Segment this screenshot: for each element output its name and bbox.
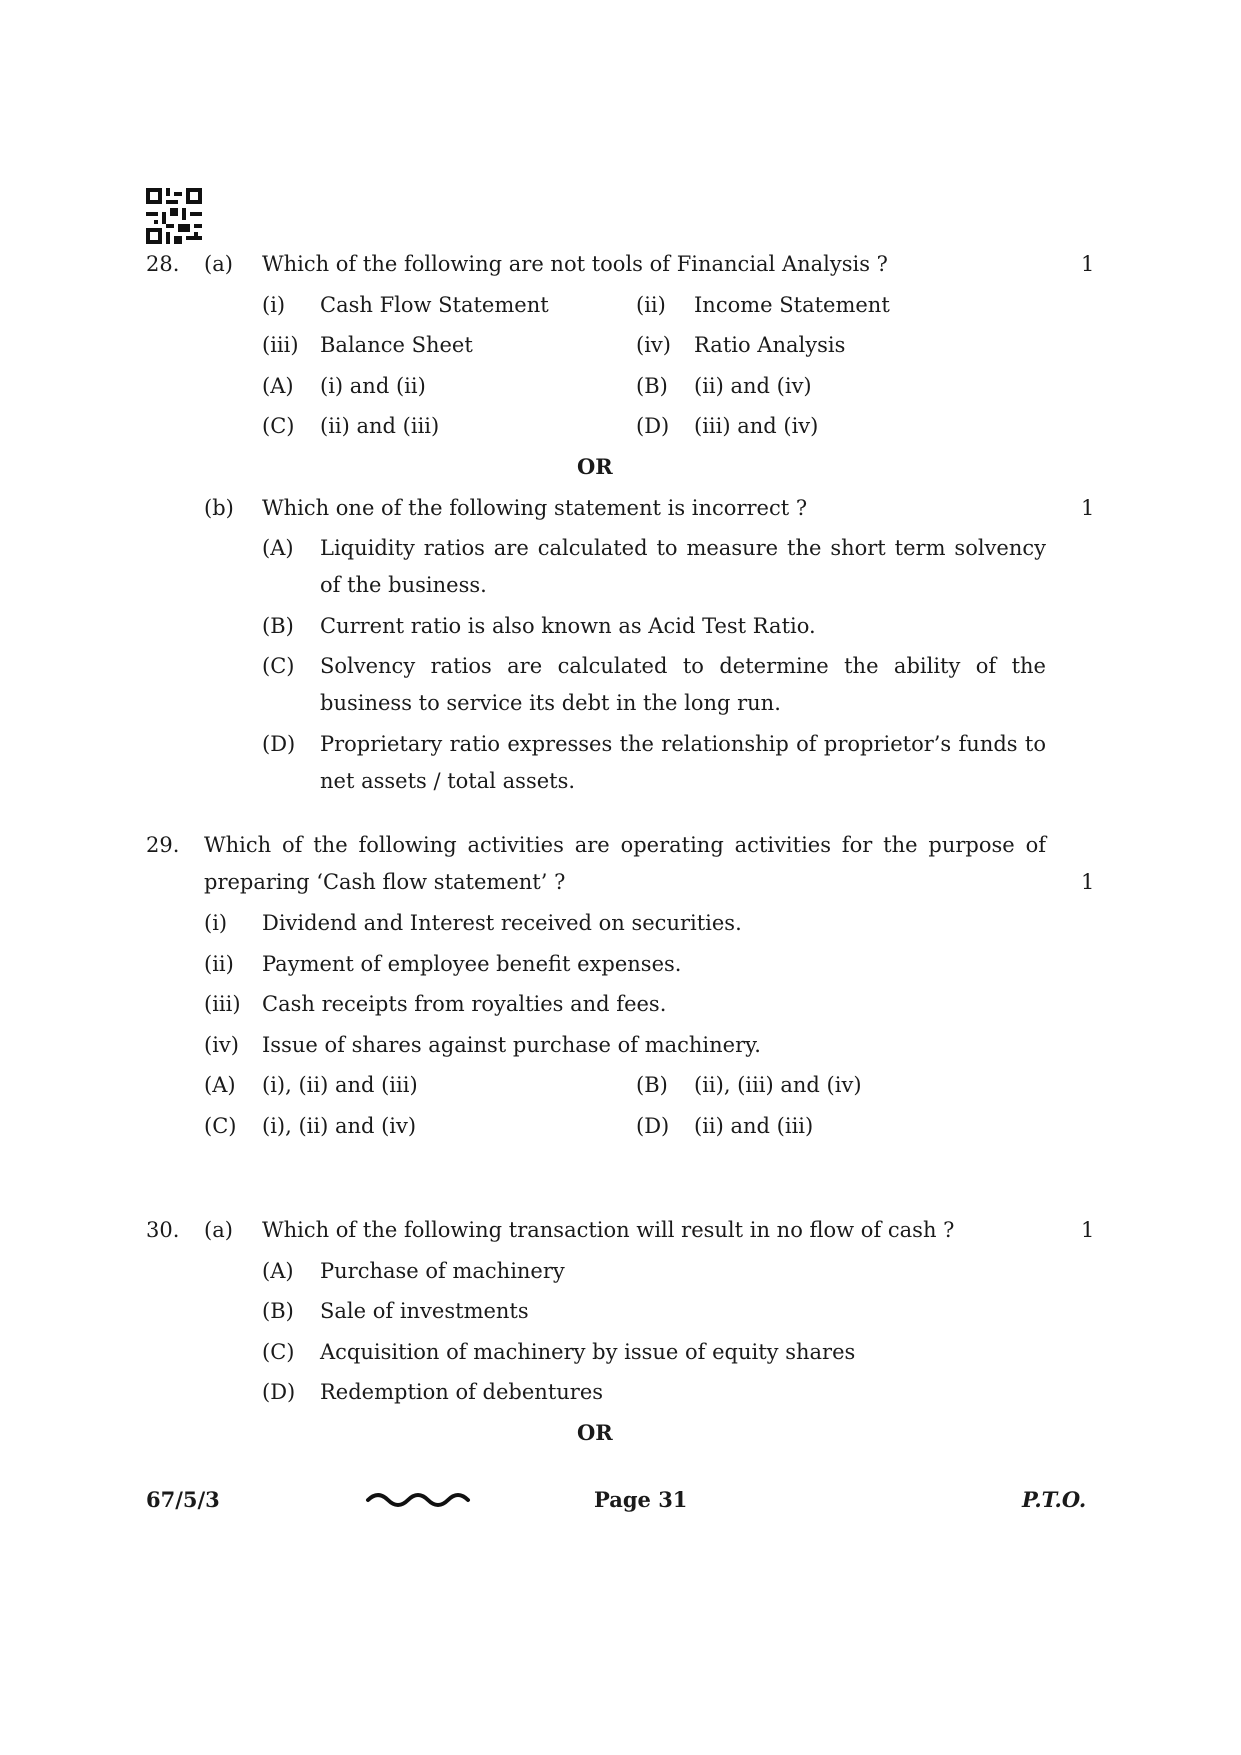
question-28b-marks: 1 — [1081, 496, 1095, 520]
item-text: Ratio Analysis — [694, 333, 846, 357]
option-letter: (B) — [636, 1073, 668, 1097]
option-text: (i) and (ii) — [320, 374, 426, 398]
option-text: Solvency ratios are calculated to determine the ability of the business to service its debt in the long run. — [320, 654, 1046, 715]
question-29-marks: 1 — [1081, 870, 1095, 894]
or-divider: OR — [577, 454, 613, 479]
question-28a-text: Which of the following are not tools of Financial Analysis ? — [262, 252, 888, 276]
item-text: Dividend and Interest received on securities. — [262, 911, 742, 935]
question-29-text: Which of the following activities are operating activities for the purpose of preparing ‘Cash flow statement’ ? — [204, 833, 1046, 894]
item-num: (iii) — [204, 992, 241, 1016]
item-text: Cash receipts from royalties and fees. — [262, 992, 667, 1016]
question-30a-label: (a) — [204, 1218, 233, 1242]
option-letter: (B) — [262, 1299, 294, 1323]
item-num: (iv) — [636, 333, 671, 357]
option-letter: (D) — [636, 1114, 670, 1138]
option-letter: (A) — [204, 1073, 236, 1097]
option-text: Sale of investments — [320, 1299, 529, 1323]
page-number: Page 31 — [594, 1487, 688, 1512]
option-text: Proprietary ratio expresses the relationship of proprietor’s funds to net assets / total assets. — [320, 732, 1046, 793]
question-28a-label: (a) — [204, 252, 233, 276]
option-text: (ii) and (iv) — [694, 374, 812, 398]
item-text: Payment of employee benefit expenses. — [262, 952, 682, 976]
question-28a-marks: 1 — [1081, 252, 1095, 276]
option-text: Acquisition of machinery by issue of equity shares — [320, 1340, 856, 1364]
option-text: (ii) and (iii) — [694, 1114, 814, 1138]
option-text: Purchase of machinery — [320, 1259, 565, 1283]
option-letter: (C) — [204, 1114, 237, 1138]
option-letter: (C) — [262, 414, 295, 438]
pto-label: P.T.O. — [1022, 1487, 1087, 1512]
question-30-number: 30. — [146, 1218, 180, 1242]
option-text: (i), (ii) and (iv) — [262, 1114, 417, 1138]
qr-code — [146, 188, 202, 244]
option-letter: (A) — [262, 1259, 294, 1283]
option-letter: (D) — [262, 1380, 296, 1404]
option-letter: (C) — [262, 1340, 295, 1364]
option-letter: (A) — [262, 374, 294, 398]
option-letter: (B) — [262, 614, 294, 638]
option-letter: (B) — [636, 374, 668, 398]
item-text: Balance Sheet — [320, 333, 473, 357]
item-num: (i) — [262, 293, 286, 317]
item-text: Income Statement — [694, 293, 890, 317]
option-text: (ii) and (iii) — [320, 414, 440, 438]
question-28-number: 28. — [146, 252, 180, 276]
question-28b-label: (b) — [204, 496, 234, 520]
item-num: (i) — [204, 911, 228, 935]
question-29-number: 29. — [146, 833, 180, 857]
wave-icon — [364, 1488, 476, 1508]
item-num: (ii) — [204, 952, 234, 976]
item-num: (iv) — [204, 1033, 239, 1057]
item-text: Cash Flow Statement — [320, 293, 549, 317]
or-divider: OR — [577, 1420, 613, 1445]
option-text: (i), (ii) and (iii) — [262, 1073, 418, 1097]
option-letter: (A) — [262, 536, 294, 560]
item-num: (iii) — [262, 333, 299, 357]
question-28b-text: Which one of the following statement is incorrect ? — [262, 496, 808, 520]
question-30a-text: Which of the following transaction will result in no flow of cash ? — [262, 1218, 955, 1242]
item-text: Issue of shares against purchase of machinery. — [262, 1033, 761, 1057]
paper-code: 67/5/3 — [146, 1487, 220, 1512]
option-text: Liquidity ratios are calculated to measure the short term solvency of the business. — [320, 536, 1046, 597]
option-text: Redemption of debentures — [320, 1380, 604, 1404]
question-30a-marks: 1 — [1081, 1218, 1095, 1242]
option-text: (ii), (iii) and (iv) — [694, 1073, 862, 1097]
item-num: (ii) — [636, 293, 666, 317]
option-letter: (C) — [262, 654, 295, 678]
option-text: (iii) and (iv) — [694, 414, 819, 438]
option-text: Current ratio is also known as Acid Test Ratio. — [320, 614, 816, 638]
option-letter: (D) — [636, 414, 670, 438]
option-letter: (D) — [262, 732, 296, 756]
